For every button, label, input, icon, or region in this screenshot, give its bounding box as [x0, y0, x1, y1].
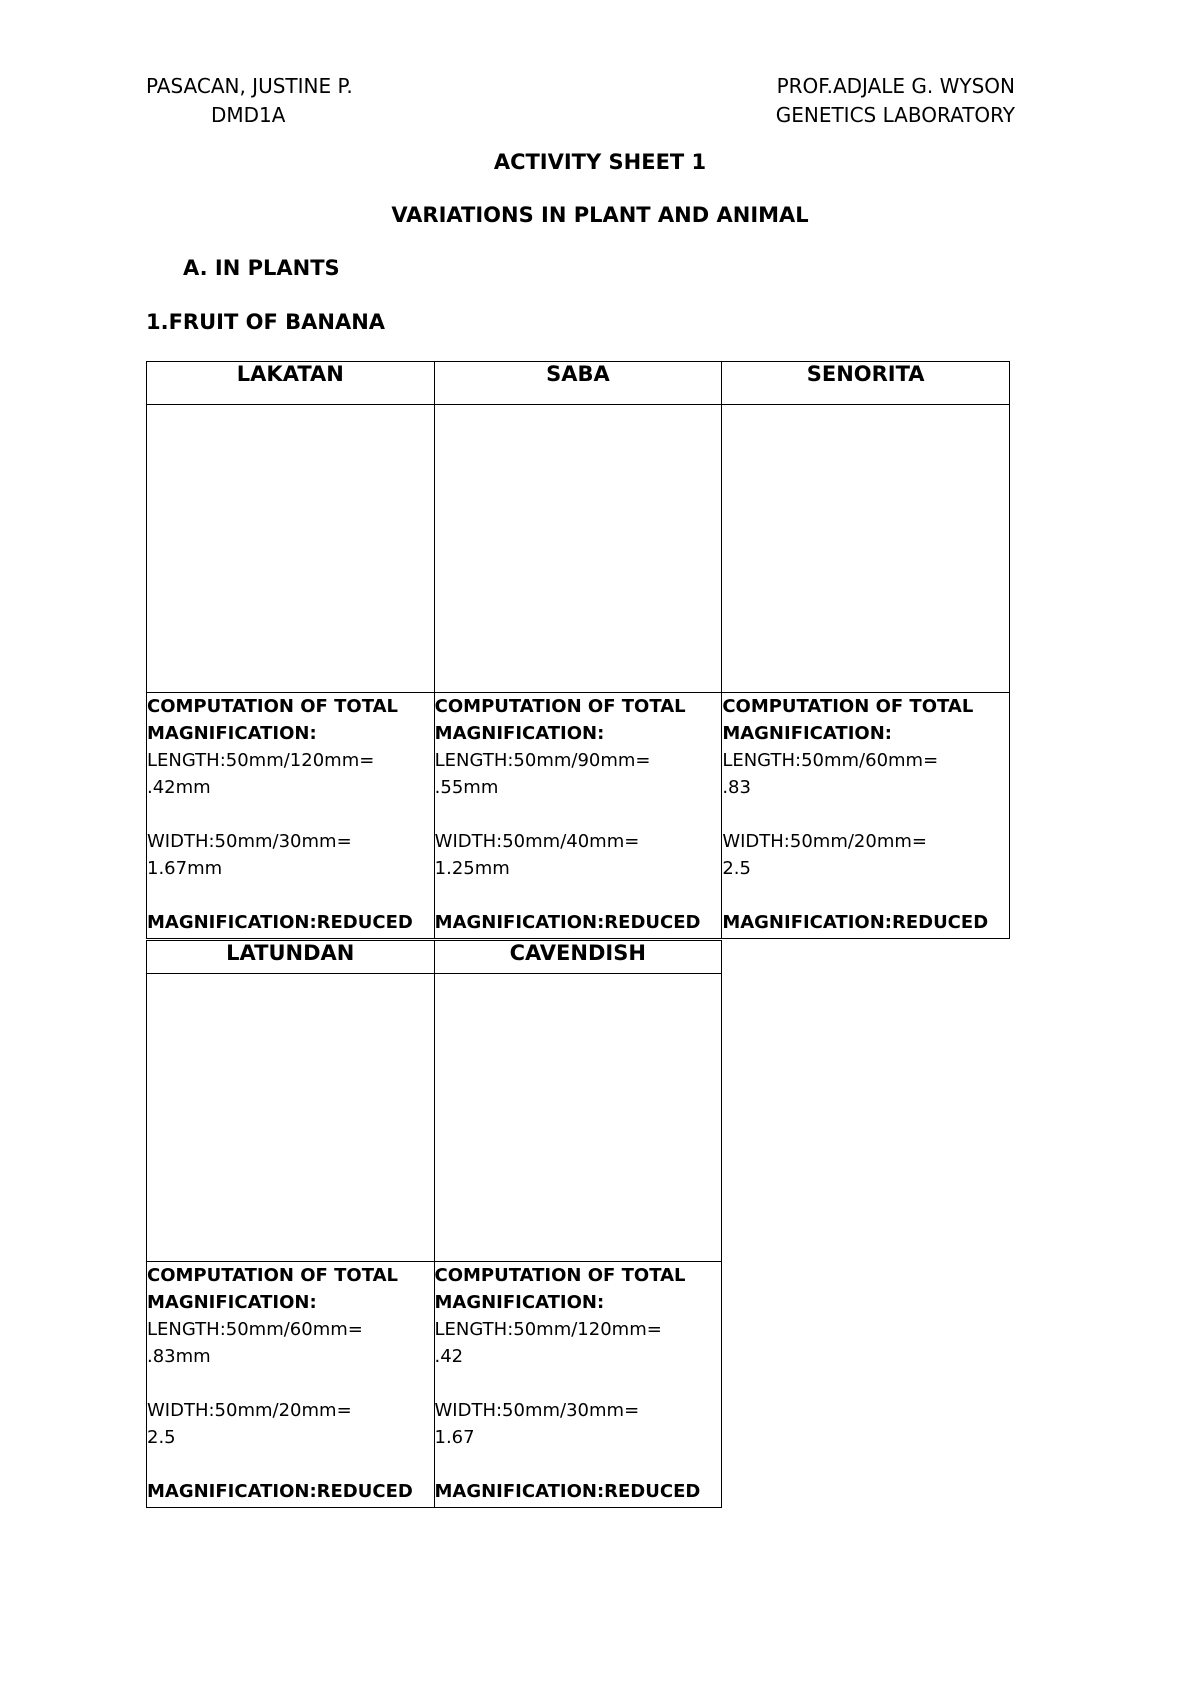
width-formula: WIDTH:50mm/30mm= — [147, 831, 352, 852]
width-formula: WIDTH:50mm/20mm= — [147, 1400, 352, 1421]
document-title: ACTIVITY SHEET 1 — [493, 150, 707, 174]
width-result: 1.67 — [434, 1427, 475, 1448]
magnification-label: MAGNIFICATION: — [722, 723, 892, 744]
magnification-label: MAGNIFICATION: — [147, 723, 317, 744]
magnification-label: MAGNIFICATION: — [434, 723, 605, 744]
document-subtitle: VARIATIONS IN PLANT AND ANIMAL — [391, 203, 809, 227]
computation-cell-senorita — [722, 693, 1010, 939]
magnification-result: MAGNIFICATION:REDUCED — [147, 1481, 413, 1502]
length-result: .42 — [434, 1346, 464, 1367]
length-result: .42mm — [147, 777, 211, 798]
column-header-senorita: SENORITA — [722, 362, 1010, 405]
length-result: .55mm — [434, 777, 499, 798]
column-header-cavendish: CAVENDISH — [434, 941, 722, 974]
width-result: 2.5 — [722, 858, 751, 879]
length-formula: LENGTH:50mm/120mm= — [434, 1319, 662, 1340]
item-heading: 1.FRUIT OF BANANA — [146, 310, 386, 334]
banana-table-row-1 — [146, 361, 1010, 939]
image-cell-cavendish — [434, 974, 722, 1262]
computation-label: COMPUTATION OF TOTAL — [722, 696, 974, 717]
magnification-result: MAGNIFICATION:REDUCED — [722, 912, 989, 933]
computation-label: COMPUTATION OF TOTAL — [147, 1265, 398, 1286]
course-info — [776, 72, 1015, 130]
magnification-result: MAGNIFICATION:REDUCED — [434, 912, 701, 933]
banana-table-row-2 — [146, 940, 722, 1508]
length-formula: LENGTH:50mm/60mm= — [147, 1319, 363, 1340]
width-result: 1.25mm — [434, 858, 510, 879]
length-result: .83mm — [147, 1346, 211, 1367]
image-cell-latundan — [147, 974, 435, 1262]
length-formula: LENGTH:50mm/90mm= — [434, 750, 651, 771]
magnification-result: MAGNIFICATION:REDUCED — [434, 1481, 701, 1502]
column-header-lakatan: LAKATAN — [147, 362, 435, 405]
computation-cell-latundan — [147, 1262, 435, 1508]
width-formula: WIDTH:50mm/40mm= — [434, 831, 640, 852]
length-result: .83 — [722, 777, 751, 798]
student-info — [146, 72, 353, 130]
student-name: PASACAN, JUSTINE P. — [146, 74, 353, 98]
computation-label: COMPUTATION OF TOTAL — [147, 696, 398, 717]
column-header-latundan: LATUNDAN — [147, 941, 435, 974]
image-cell-saba — [434, 405, 722, 693]
student-section: DMD1A — [211, 103, 286, 127]
width-result: 2.5 — [147, 1427, 176, 1448]
computation-cell-lakatan — [147, 693, 435, 939]
computation-cell-cavendish — [434, 1262, 722, 1508]
column-header-saba: SABA — [434, 362, 722, 405]
length-formula: LENGTH:50mm/60mm= — [722, 750, 939, 771]
course-name: GENETICS LABORATORY — [775, 103, 1015, 127]
width-formula: WIDTH:50mm/20mm= — [722, 831, 927, 852]
magnification-label: MAGNIFICATION: — [147, 1292, 317, 1313]
width-formula: WIDTH:50mm/30mm= — [434, 1400, 640, 1421]
width-result: 1.67mm — [147, 858, 223, 879]
computation-label: COMPUTATION OF TOTAL — [434, 1265, 686, 1286]
image-cell-senorita — [722, 405, 1010, 693]
section-heading: A. IN PLANTS — [183, 256, 340, 280]
computation-cell-saba — [434, 693, 722, 939]
length-formula: LENGTH:50mm/120mm= — [147, 750, 375, 771]
professor-name: PROF.ADJALE G. WYSON — [776, 74, 1015, 98]
image-cell-lakatan — [147, 405, 435, 693]
magnification-label: MAGNIFICATION: — [434, 1292, 605, 1313]
computation-label: COMPUTATION OF TOTAL — [434, 696, 686, 717]
magnification-result: MAGNIFICATION:REDUCED — [147, 912, 413, 933]
